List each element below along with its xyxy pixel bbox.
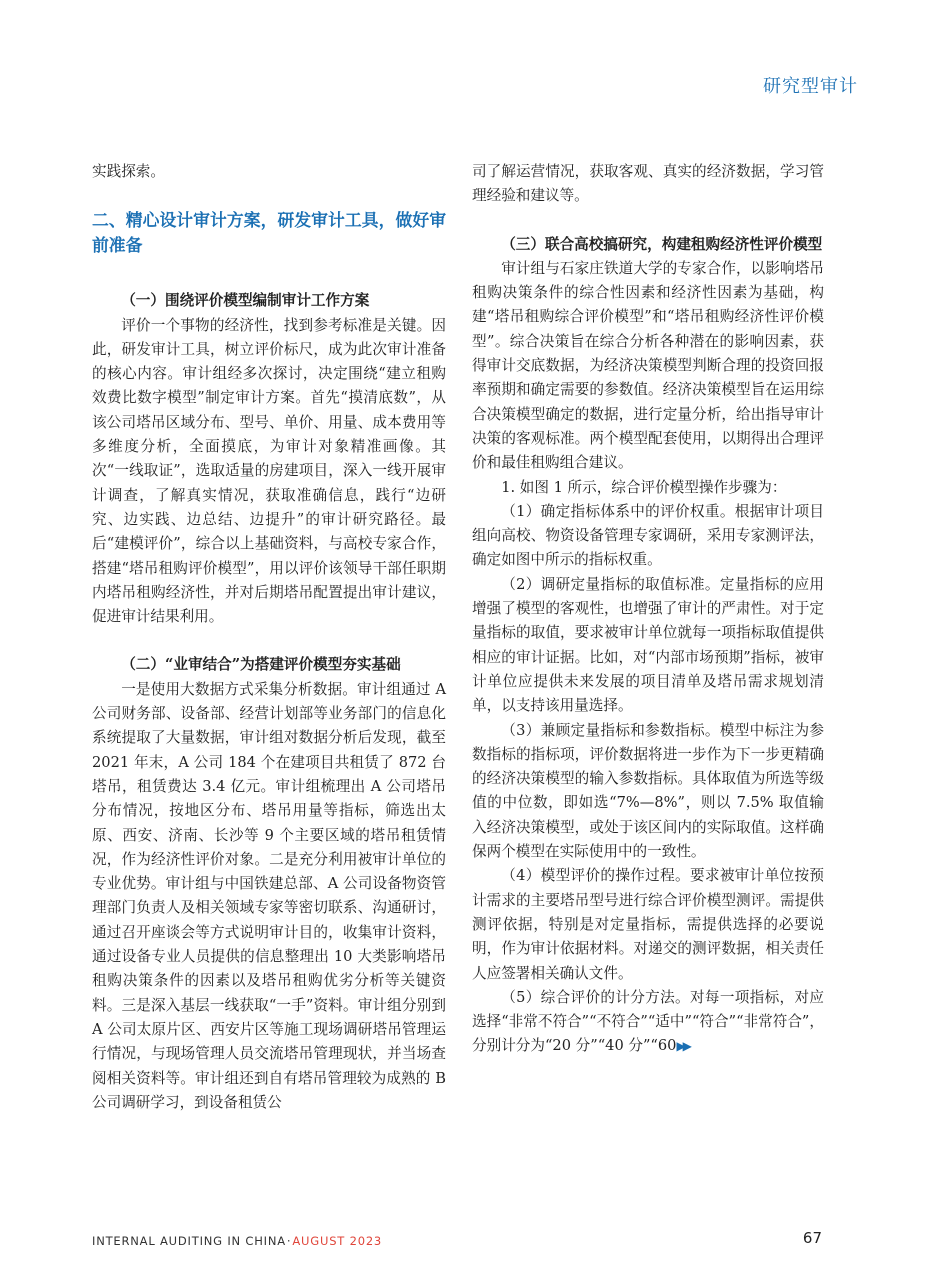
issue-date: AUGUST 2023	[292, 1234, 383, 1248]
paragraph: 实践探索。	[92, 163, 165, 180]
page-number: 67	[802, 1229, 822, 1247]
left-column	[92, 160, 446, 1115]
continue-arrow-icon: ▶▶	[676, 1039, 689, 1054]
footer	[92, 1234, 382, 1248]
journal-name: INTERNAL AUDITING IN CHINA	[92, 1234, 286, 1248]
paragraph	[472, 986, 824, 1059]
paragraph: （2）调研定量指标的取值标准。定量指标的应用增强了模型的客观性，也增强了审计的严肃性。对于定量指标的取值，要求被审计单位就每一项指标取值提供相应的审计证据。比如，对“内部市场预期”指标，被审计单位应提供未来发展的项目清单及塔吊需求规划清单，以支持该用量选择。	[472, 575, 824, 715]
paragraph: 一是使用大数据方式采集分析数据。审计组通过 A 公司财务部、设备部、经营计划部等业务部门的信息化系统提取了大量数据，审计组对数据分析后发现，截至 2021 年末，A 公司 184 个在建项目共租赁了 872 台塔吊，租赁费达 3.4 亿元。审计组梳理出 A 公司塔吊分布情况，按地区分布、塔吊用量等指标，筛选出太原、西安、济南、长沙等 9 个主要区域的塔吊租赁情况，作为经济性评价对象。二是充分利用被审计单位的专业优势。审计组与中国铁建总部、A 公司设备物资管理部门负责人及相关领域专家等密切联系、沟通研讨，通过召开座谈会等方式说明审计目的，收集审计资料，通过设备专业人员提供的信息整理出 10 大类影响塔吊租购决策条件的因素以及塔吊租购优劣分析等关键资料。三是深入基层一线获取“一手”资料。审计组分别到 A 公司太原片区、西安片区等施工现场调研塔吊管理运行情况，与现场管理人员交流塔吊管理现状，并当场查阅相关资料等。审计组还到自有塔吊管理较为成熟的 B 公司调研学习，到设备租赁公	[92, 680, 446, 1111]
section-tag: 研究型审计	[763, 76, 858, 97]
footer-separator: ·	[286, 1234, 292, 1248]
subsection-heading: （二）“业审结合”为搭建评价模型夯实基础	[121, 656, 401, 674]
paragraph: 司了解运营情况，获取客观、真实的经济数据，学习管理经验和建议等。	[472, 163, 824, 205]
paragraph: 审计组与石家庄铁道大学的专家合作，以影响塔吊租购决策条件的综合性因素和经济性因素为基础，构建“塔吊租购综合评价模型”和“塔吊租购经济性评价模型”。综合决策旨在综合分析各种潜在的影响因素，获得审计交底数据，为经济决策模型判断合理的投资回报率预期和确定需要的参数值。经济决策模型旨在运用综合决策模型确定的数据，进行定量分析，给出指导审计决策的客观标准。两个模型配套使用，以期得出合理评价和最佳租购组合建议。	[472, 259, 824, 472]
paragraph-text: （5）综合评价的计分方法。对每一项指标，对应选择“非常不符合”“不符合”“适中”“符合”“非常符合”，分别计分为“20 分”“40 分”“60	[472, 988, 824, 1055]
paragraph: （3）兼顾定量指标和参数指标。模型中标注为参数指标的指标项，评价数据将进一步作为下一步更精确的经济决策模型的输入参数指标。具体取值为所选等级值的中位数，即如选“7%—8%”，则以 7.5% 取值输入经济决策模型，或处于该区间内的实际取值。这样确保两个模型在实际使用中的一致性。	[472, 721, 824, 861]
paragraph: （1）确定指标体系中的评价权重。根据审计项目组向高校、物资设备管理专家调研，采用专家测评法，确定如图中所示的指标权重。	[472, 502, 824, 569]
paragraph: 评价一个事物的经济性，找到参考标准是关键。因此，研发审计工具，树立评价标尺，成为此次审计准备的核心内容。审计组经多次探讨，决定围绕“建立租购效费比数字模型”制定审计方案。首先“摸清底数”，从该公司塔吊区域分布、型号、单价、用量、成本费用等多维度分析，全面摸底，为审计对象精准画像。其次“一线取证”，选取适量的房建项目，深入一线开展审计调查，了解真实情况，获取准确信息，践行“边研究、边实践、边总结、边提升”的审计研究路径。最后“建模评价”，综合以上基础资料，与高校专家合作，搭建“塔吊租购评价模型”，用以评价该领导干部任职期内塔吊租购经济性，并对后期塔吊配置提出审计建议，促进审计结果利用。	[92, 316, 446, 626]
section-heading: 二、精心设计审计方案，研发审计工具，做好审前准备	[92, 210, 446, 255]
paragraph: （4）模型评价的操作过程。要求被审计单位按预计需求的主要塔吊型号进行综合评价模型测评。需提供测评依据，特别是对定量指标，需提供选择的必要说明，作为审计依据材料。对递交的测评数据，相关责任人应签署相关确认文件。	[472, 867, 824, 982]
subsection-heading: （一）围绕评价模型编制审计工作方案	[121, 292, 370, 310]
subsection-heading: （三）联合高校搞研究，构建租购经济性评价模型	[501, 235, 823, 253]
paragraph: 1. 如图 1 所示，综合评价模型操作步骤为：	[501, 478, 787, 496]
right-column	[472, 160, 824, 1059]
